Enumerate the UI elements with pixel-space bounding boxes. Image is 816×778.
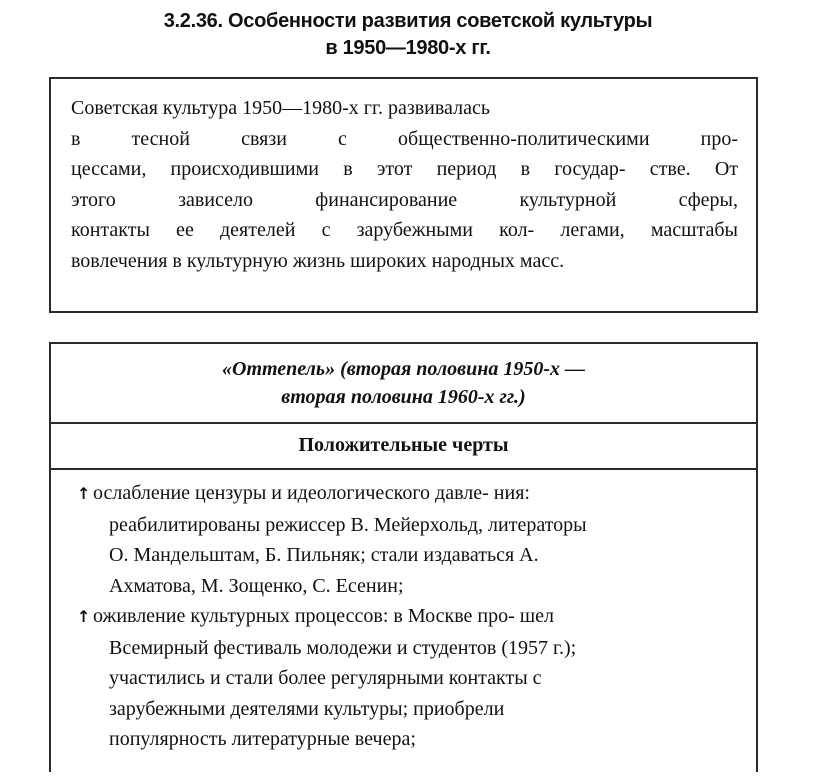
intro-line: этого зависело финансирование культурной сферы, [71, 188, 738, 211]
list-item-text: реабилитированы режиссер В. Мейерхольд, литераторы [109, 513, 587, 536]
positive-features-list [51, 470, 756, 755]
intro-line: вовлечения в культурную жизнь широких народных масс. [71, 249, 565, 272]
title-line-1: 3.2.36. Особенности развития советской культуры [163, 10, 653, 32]
list-item-text: оживление культурных процессов: в Москве про- шел [93, 605, 555, 627]
thaw-table [49, 342, 758, 772]
list-item-text: Ахматова, М. Зощенко, С. Есенин; [109, 574, 404, 597]
thaw-heading [51, 344, 756, 424]
list-item-text: О. Мандельштам, Б. Пильняк; стали издаваться А. [109, 544, 539, 566]
list-item-text: популярность литературные вечера; [109, 728, 416, 750]
list-item-text: зарубежными деятелями культуры; приобрели [109, 697, 505, 720]
intro-line: цессами, происходившими в этот период в государ- стве. От [71, 158, 738, 180]
positive-features-heading: Положительные черты [51, 424, 756, 470]
up-arrow-icon: ↑ [77, 607, 91, 626]
thaw-heading-line-2: вторая половина 1960-х гг.) [281, 386, 526, 408]
thaw-heading-line-1: «Оттепель» (вторая половина 1950-х — [222, 358, 585, 380]
list-item-text: участились и стали более регулярными контакты с [109, 667, 542, 689]
list-item-text: Всемирный фестиваль молодежи и студентов (1957 г.); [109, 636, 577, 659]
intro-box [49, 77, 758, 313]
intro-line: контакты ее деятелей с зарубежными кол- легами, масштабы [71, 219, 738, 241]
list-item [77, 478, 746, 601]
list-item-text: ослабление цензуры и идеологического давле- ния: [93, 482, 530, 504]
title-line-2: в 1950—1980-х гг. [325, 37, 491, 59]
up-arrow-icon: ↑ [77, 484, 91, 503]
page-title [0, 8, 816, 62]
list-item [77, 601, 746, 755]
intro-line: Советская культура 1950—1980-х гг. развивалась [71, 97, 490, 119]
intro-line: в тесной связи с общественно-политическими про- [71, 127, 738, 150]
